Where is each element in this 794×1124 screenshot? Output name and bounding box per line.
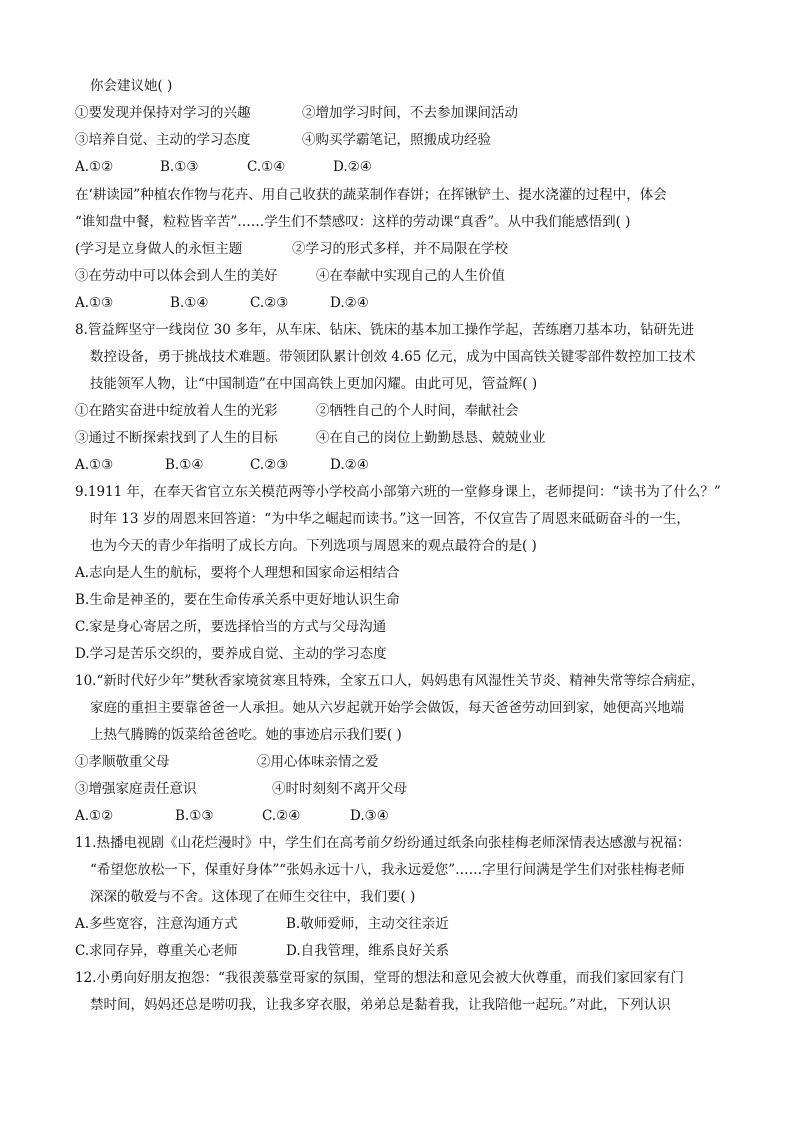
q8-option: ①在踏实奋进中绽放着人生的光彩 — [75, 403, 278, 419]
q8-choice: B.①④ — [165, 457, 204, 473]
q6-option: ④购买学霸笔记，照搬成功经验 — [302, 132, 491, 148]
q11-option: C.求同存异，尊重关心老师 — [75, 943, 238, 959]
q6-choice: A.①② — [75, 159, 114, 175]
q10-stem-line: 10.“新时代好少年”樊秋香家境贫寒且特殊，全家五口人，妈妈患有风湿性关节炎、精神失常等综合病症， — [75, 673, 705, 689]
q6-choice: B.①③ — [160, 159, 199, 175]
q9-option: B.生命是神圣的，要在生命传承关系中更好地认识生命 — [75, 592, 400, 608]
q7-option: ③在劳动中可以体会到人生的美好 — [75, 268, 278, 284]
q7-option: (学习是立身做人的永恒主题 — [75, 241, 243, 257]
q12-stem-line: 禁时间，妈妈还总是唠叨我，让我多穿衣服，弟弟总是黏着我，让我陪他一起玩。”对此，下列认识 — [90, 997, 671, 1013]
q9-option: D.学习是苦乐交织的，要养成自觉、主动的学习态度 — [75, 646, 387, 662]
q9-stem-line: 9.1911 年，在奉天省官立东关模范两等小学校高小部第六班的一堂修身课上，老师提问：“读书为了什么？” — [75, 484, 721, 500]
q6-choice: D.②④ — [333, 159, 372, 175]
q9-option: C.家是身心寄居之所，要选择恰当的方式与父母沟通 — [75, 619, 387, 635]
q11-option: A.多些宽容，注意沟通方式 — [75, 916, 238, 932]
q6-stem-end: 你会建议她( ) — [90, 78, 173, 94]
q6-option: ②增加学习时间，不去参加课间活动 — [302, 105, 518, 121]
q9-stem-line: 也为今天的青少年指明了成长方向。下列选项与周恩来的观点最符合的是( ) — [90, 538, 537, 554]
q7-stem-line: “谁知盘中餐，粒粒皆辛苦”……学生们不禁感叹：这样的劳动课“真香”。从中我们能感悟到( ) — [75, 214, 631, 230]
q11-option: D.自我管理，维系良好关系 — [286, 943, 450, 959]
q12-stem-line: 12.小勇向好朋友抱怨：“我很羡慕堂哥家的氛围，堂哥的想法和意见会被大伙尊重，而我们家回家有门 — [75, 970, 684, 986]
q10-choice: A.①② — [75, 808, 114, 824]
q10-choice: D.③④ — [350, 808, 389, 824]
q11-stem-line: 深深的敬爱与不舍。这体现了在师生交往中，我们要( ) — [90, 889, 416, 905]
q8-choice: A.①③ — [75, 457, 114, 473]
q10-option: ②用心体味亲情之爱 — [257, 754, 379, 770]
q11-option: B.敬师爱师，主动交往亲近 — [286, 916, 449, 932]
q8-option: ③通过不断探索找到了人生的目标 — [75, 430, 278, 446]
q10-stem-line: 上热气腾腾的饭菜给爸爸吃。她的事迹启示我们要( ) — [90, 727, 402, 743]
q8-stem-line: 技能领军人物，让“中国制造”在中国高铁上更加闪耀。由此可见，管益辉( ) — [90, 376, 538, 392]
q9-stem-line: 时年 13 岁的周恩来回答道：“为中华之崛起而读书。”这一回答，不仅宣告了周恩来砥砺奋斗的一生， — [90, 511, 690, 527]
q6-option: ①要发现并保持对学习的兴趣 — [75, 105, 251, 121]
q7-choice: A.①③ — [75, 295, 114, 311]
q6-option: ③培养自觉、主动的学习态度 — [75, 132, 251, 148]
q10-option: ①孝顺敬重父母 — [75, 754, 170, 770]
q7-stem-line: 在‘耕读园”种植农作物与花卉、用自己收获的蔬菜制作春饼；在挥锹铲土、提水浇灌的过程中，体会 — [75, 187, 667, 203]
q10-choice: B.①③ — [175, 808, 214, 824]
q11-stem-line: “希望您放松一下，保重好身体”“张妈永远十八，我永远爱您”……字里行间满是学生们对张桂梅老师 — [90, 862, 685, 878]
q7-option: ④在奉献中实现自己的人生价值 — [316, 268, 505, 284]
q7-choice: C.②③ — [250, 295, 289, 311]
q8-choice: C.②③ — [250, 457, 289, 473]
q8-choice: D.②④ — [330, 457, 369, 473]
q8-stem-line: 8.管益辉坚守一线岗位 30 多年，从车床、钻床、铣床的基本加工操作学起，苦练磨刀基本功，钻研先进 — [75, 322, 695, 338]
q10-stem-line: 家庭的重担主要靠爸爸一人承担。她从六岁起就开始学会做饭，每天爸爸劳动回到家，她便高兴地端 — [90, 700, 684, 716]
q10-option: ③增强家庭责任意识 — [75, 781, 197, 797]
q8-stem-line: 数控设备，勇于挑战技术难题。带领团队累计创效 4.65 亿元，成为中国高铁关键零部件数控加工技术 — [90, 349, 696, 365]
q10-option: ④时时刻刻不离开父母 — [272, 781, 407, 797]
q9-option: A.志向是人生的航标，要将个人理想和国家命运相结合 — [75, 565, 400, 581]
q8-option: ④在自己的岗位上勤勤恳恳、兢兢业业 — [316, 430, 546, 446]
q11-stem-line: 11.热播电视剧《山花烂漫时》中，学生们在高考前夕纷纷通过纸条向张桂梅老师深情表达感激与祝福： — [75, 835, 691, 851]
q7-option: ②学习的形式多样，并不局限在学校 — [292, 241, 508, 257]
q8-option: ②牺牲自己的个人时间，奉献社会 — [316, 403, 519, 419]
q10-choice: C.②④ — [262, 808, 301, 824]
q7-choice: D.②④ — [330, 295, 369, 311]
q7-choice: B.①④ — [170, 295, 209, 311]
q6-choice: C.①④ — [247, 159, 286, 175]
